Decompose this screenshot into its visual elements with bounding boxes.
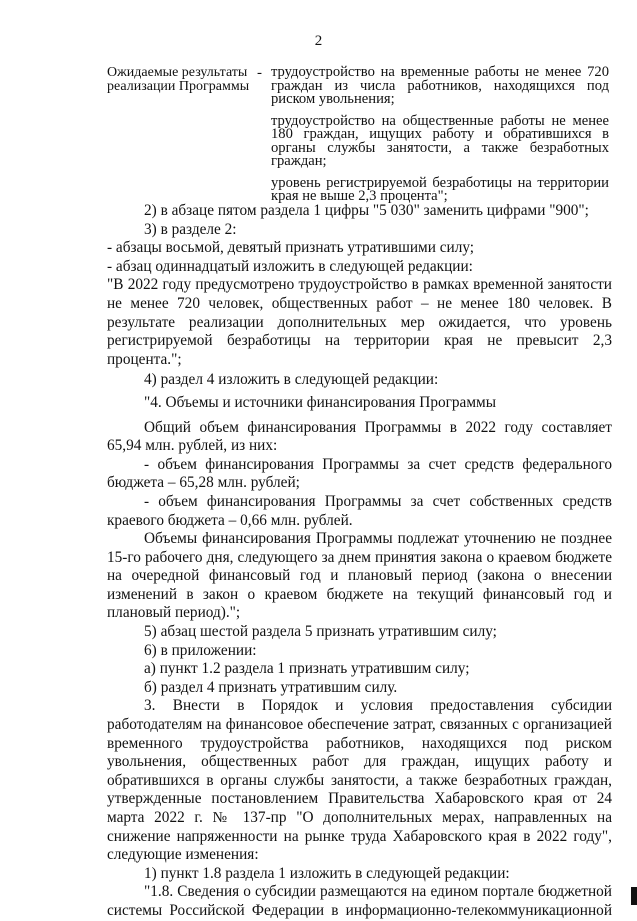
result-item: уровень регистрируемой безработицы на территории края не выше 2,3 процента"; xyxy=(271,174,609,204)
paragraph: б) раздел 4 признать утратившим силу. xyxy=(144,678,398,696)
paragraph: Объемы финансирования Программы подлежат уточнению не позднее 15-го рабочего дня, следующего за днем принятия закона о краевом бюджете на очередной финансовый год и плановый период (закона о внесении изменений в закон о краевом бюджете на текущий финансовый год и плановый период)."; xyxy=(107,530,612,622)
paragraph: 1) пункт 1.8 раздела 1 изложить в следующей редакции: xyxy=(144,864,510,882)
paragraph: 5) абзац шестой раздела 5 признать утратившим силу; xyxy=(144,623,497,641)
paragraph: - абзацы восьмой, девятый признать утратившими силу; xyxy=(107,239,475,257)
expected-results-label: Ожидаемые результаты реализации Программы xyxy=(107,65,250,94)
expected-results-table xyxy=(107,66,612,212)
document-body xyxy=(107,202,612,921)
paragraph: - объем финансирования Программы за счет собственных средств краевого бюджета – 0,66 млн. рублей. xyxy=(107,492,612,529)
paragraph: 4) раздел 4 изложить в следующей редакции: xyxy=(144,371,439,389)
list-dash: - xyxy=(257,65,262,81)
paragraph: а) пункт 1.2 раздела 1 признать утратившим силу; xyxy=(144,660,470,678)
page-edge-mark xyxy=(631,887,637,905)
paragraph: "1.8. Сведения о субсидии размещаются на едином портале бюджетной системы Российской Федерации в информационно-телекоммуникационной xyxy=(107,883,612,919)
paragraph: - объем финансирования Программы за счет средств федерального бюджета – 65,28 млн. рублей; xyxy=(107,455,612,492)
result-item: трудоустройство на временные работы не менее 720 граждан из числа работников, находящихся под риском увольнения; xyxy=(271,64,609,107)
paragraph: 3) в разделе 2: xyxy=(144,220,237,238)
page-number: 2 xyxy=(314,33,323,49)
paragraph: 2) в абзаце пятом раздела 1 цифры "5 030" заменить цифрами "900"; xyxy=(144,202,589,219)
result-item: трудоустройство на общественные работы не менее 180 граждан, ищущих работу и обратившихся в органы службы занятости, а также безработных граждан; xyxy=(271,112,609,169)
paragraph: "В 2022 году предусмотрено трудоустройство в рамках временной занятости не менее 720 человек, общественных работ – не менее 180 человек. В результате реализации дополнительных мер ожидается, что уровень регистрируемой безработицы на территории края не превысит 2,3 процента."; xyxy=(107,276,612,368)
table-row xyxy=(107,66,612,212)
paragraph: 3. Внести в Порядок и условия предоставления субсидии работодателям на финансовое обеспечение затрат, связанных с организацией временного трудоустройства работников, находящихся под риском увольнения, общественных работ для граждан, ищущих работу и обратившихся в органы службы занятости, а также безработных граждан, утвержденные постановлением Правительства Хабаровского края от 24 марта 2022 г. № 137-пр "О дополнительных мерах, направленных на снижение напряженности на рынке труда Хабаровского края в 2022 году", следующие изменения: xyxy=(107,697,612,864)
section-heading: "4. Объемы и источники финансирования Программы xyxy=(144,393,496,411)
paragraph: 6) в приложении: xyxy=(144,641,257,659)
paragraph: Общий объем финансирования Программы в 2022 году составляет 65,94 млн. рублей, из них: xyxy=(107,418,612,455)
expected-results-items xyxy=(271,66,609,212)
paragraph: - абзац одиннадцатый изложить в следующей редакции: xyxy=(107,257,473,275)
